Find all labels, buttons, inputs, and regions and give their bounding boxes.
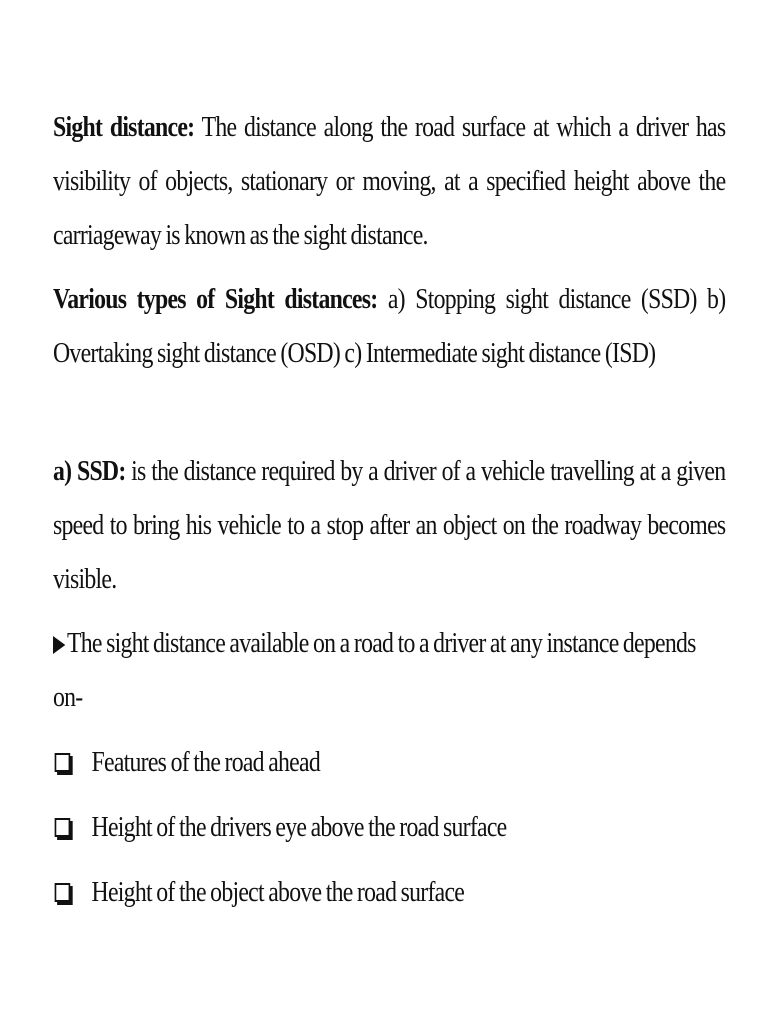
types-term: Various types of Sight distances: (53, 283, 378, 315)
checkbox-bullet-icon (55, 818, 71, 837)
sight-distance-term: Sight distance: (53, 111, 195, 143)
list-item (53, 795, 725, 860)
list-item (53, 730, 725, 795)
factor-text: Height of the object above the road surface (91, 876, 465, 908)
types-definition: a) Stopping sight distance (SSD) b) Overtaking sight distance (OSD) c) Intermediate sight distance (ISD) (53, 283, 726, 369)
depends-paragraph (53, 616, 725, 724)
sight-distance-paragraph (53, 100, 725, 262)
ssd-definition: is the distance required by a driver of a vehicle travelling at a given speed to bring his vehicle to a stop after an object on the roadway becomes visible. (53, 455, 726, 595)
checkbox-bullet-icon (55, 753, 71, 772)
types-paragraph (53, 272, 725, 380)
ssd-term: a) SSD: (53, 455, 126, 487)
factor-text: Height of the drivers eye above the road surface (91, 811, 507, 843)
list-item (53, 860, 725, 925)
factor-text: Features of the road ahead (91, 746, 320, 778)
factor-list (53, 730, 725, 925)
sight-distance-definition: The distance along the road surface at which a driver has visibility of objects, stationary or moving, at a specified height above the carriageway is known as the sight distance. (53, 111, 726, 251)
depends-text: The sight distance available on a road to a driver at any instance depends on- (53, 627, 696, 713)
arrow-bullet-icon (53, 636, 65, 654)
ssd-paragraph (53, 444, 725, 606)
checkbox-bullet-icon (55, 883, 71, 902)
